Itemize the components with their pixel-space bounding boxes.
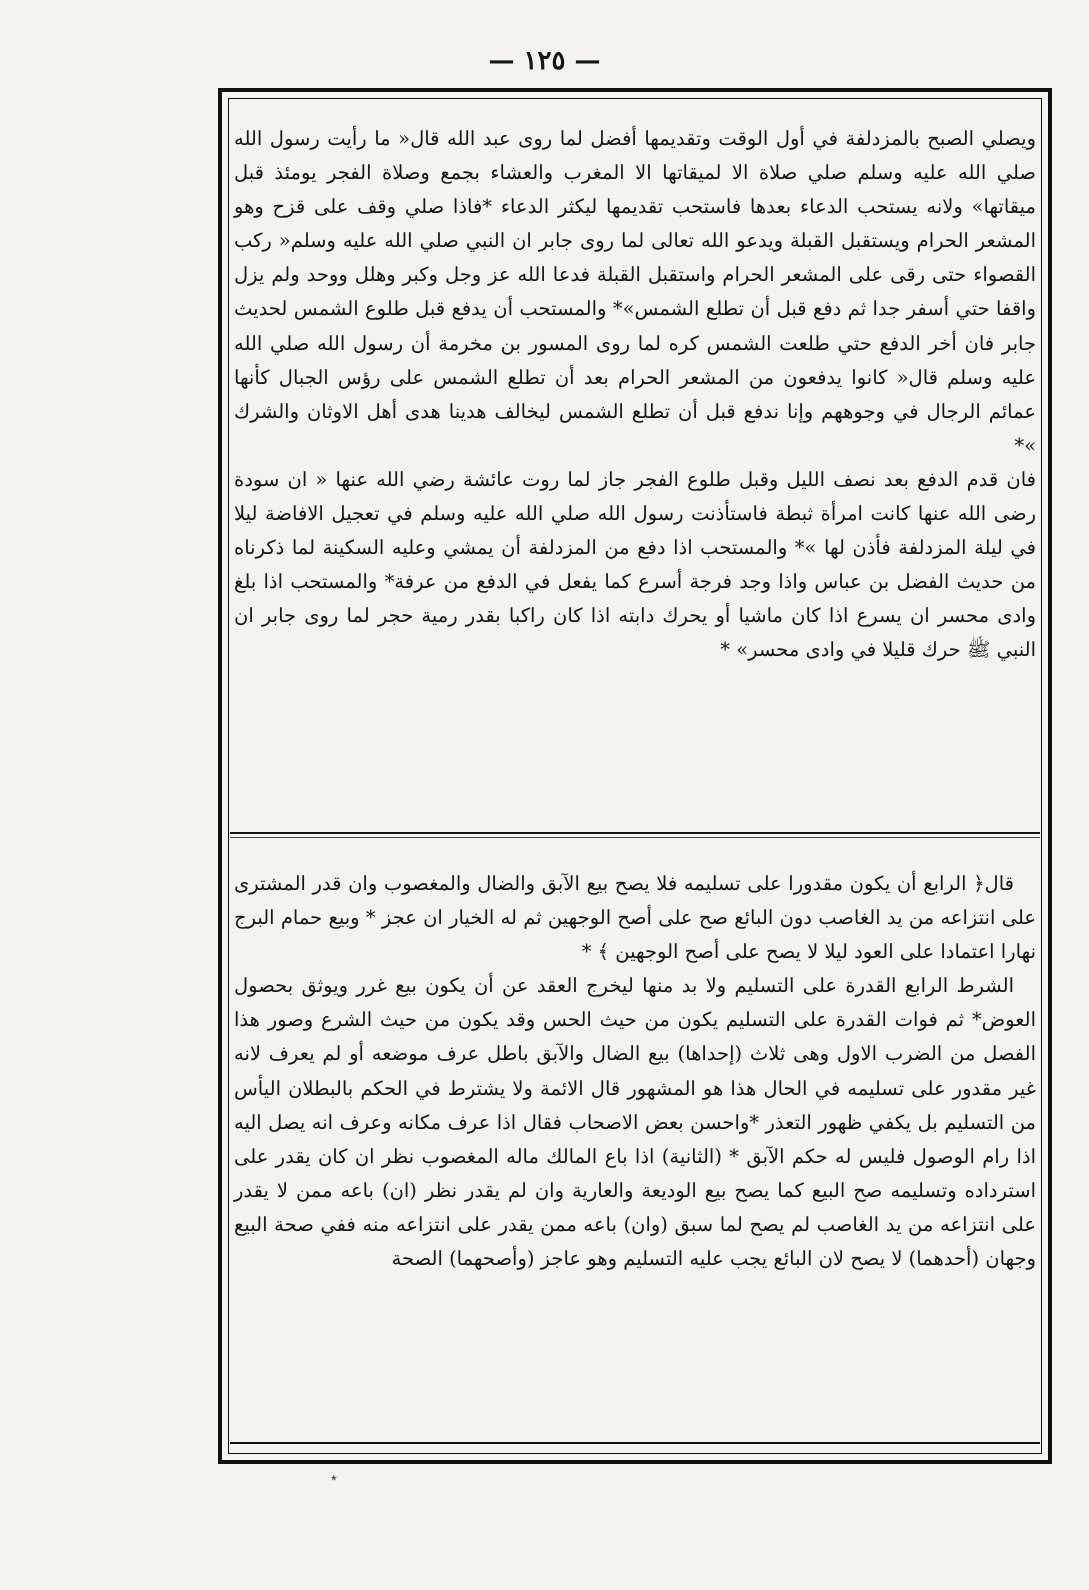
page-number: — ١٢٥ —	[488, 46, 601, 76]
lower-text-section	[234, 867, 1036, 1276]
upper-text-section	[234, 122, 1036, 668]
bottom-rule	[230, 1442, 1040, 1444]
section-divider-thin	[230, 837, 1040, 838]
section-divider	[230, 832, 1040, 834]
page-frame	[218, 88, 1052, 1464]
ink-speck: ٭	[330, 1470, 338, 1486]
lower-paragraph-1: قال﴿ الرابع أن يكون مقدورا على تسليمه فلا يصح بيع الآبق والضال والمغصوب وان قدر المشترى على انتزاعه من يد الغاصب دون البائع صح على أصح الوجهين ثم له الخيار ان عجز * وبيع حمام البرج نهارا اعتمادا على العود ليلا لا يصح على أصح الوجهين ﴾ *	[234, 872, 1036, 964]
upper-paragraph-1: ويصلي الصبح بالمزدلفة في أول الوقت وتقديمها أفضل لما روى عبد الله قال« ما رأيت رسول الله صلي الله عليه وسلم صلي صلاة الا لميقاتها الا المغرب والعشاء بجمع وصلاة الفجر يومئذ قبل ميقاتها» ولانه يستحب الدعاء بعدها فاستحب تقديمها ليكثر الدعاء *فاذا صلي وقف على قزح وهو المشعر الحرام ويستقبل القبلة ويدعو الله تعالى لما روى جابر ان النبي صلي الله عليه وسلم« ركب القصواء حتى رقى على المشعر الحرام واستقبل القبلة فدعا الله عز وجل وكبر وهلل ووحد ولم يزل واقفا حتي أسفر جدا ثم دفع قبل أن تطلع الشمس»* والمستحب أن يدفع قبل طلوع الشمس لحديث جابر فان أخر الدفع حتي طلعت الشمس كره لما روى المسور بن مخرمة أن رسول الله صلي الله عليه وسلم قال« كانوا يدفعون من المشعر الحرام بعد أن تطلع الشمس على رؤس الجبال كأنها عمائم الرجال في وجوههم وإنا ندفع قبل أن تطلع الشمس ليخالف هدينا هدى أهل الاوثان والشرك »*	[234, 127, 1036, 457]
upper-paragraph-2: فان قدم الدفع بعد نصف الليل وقبل طلوع الفجر جاز لما روت عائشة رضي الله عنها « ان سودة رضى الله عنها كانت امرأة ثبطة فاستأذنت رسول الله صلي الله عليه وسلم في تعجيل الافاضة ليلا في ليلة المزدلفة فأذن لها »* والمستحب اذا دفع من المزدلفة أن يمشي وعليه السكينة لما ذكرناه من حديث الفضل بن عباس واذا وجد فرجة أسرع كما يفعل في الدفع من عرفة* والمستحب اذا بلغ وادى محسر ان يسرع اذا كان ماشيا أو يحرك دابته اذا كان راكبا بقدر رمية حجر لما روى جابر ان النبي ﷺ حرك قليلا في وادى محسر» *	[234, 467, 1036, 662]
lower-paragraph-2: الشرط الرابع القدرة على التسليم ولا بد منها ليخرج العقد عن أن يكون بيع غرر ويوثق بحصول العوض* ثم فوات القدرة على التسليم يكون من حيث الحس وقد يكون من حيث الشرع وصور هذا الفصل من الضرب الاول وهى ثلاث (إحداها) بيع الضال والآبق باطل عرف موضعه أو لم يعرف لانه غير مقدور على تسليمه في الحال هذا هو المشهور قال الائمة ولا يشترط في الحكم بالبطلان اليأس من التسليم بل يكفي ظهور التعذر *واحسن بعض الاصحاب فقال اذا عرف مكانه وعرف انه يصل اليه اذا رام الوصول فليس له حكم الآبق * (الثانية) اذا باع المالك ماله المغصوب نظر ان كان يقدر على استرداده وتسليمه صح البيع كما يصح بيع الوديعة والعارية وان لم يقدر نظر (ان) باعه ممن لا يقدر على انتزاعه من يد الغاصب لم يصح لما سبق (وان) باعه ممن يقدر على انتزاعه منه ففي صحة البيع وجهان (أحدهما) لا يصح لان البائع يجب عليه التسليم وهو عاجز (وأصحهما) الصحة	[234, 974, 1036, 1271]
